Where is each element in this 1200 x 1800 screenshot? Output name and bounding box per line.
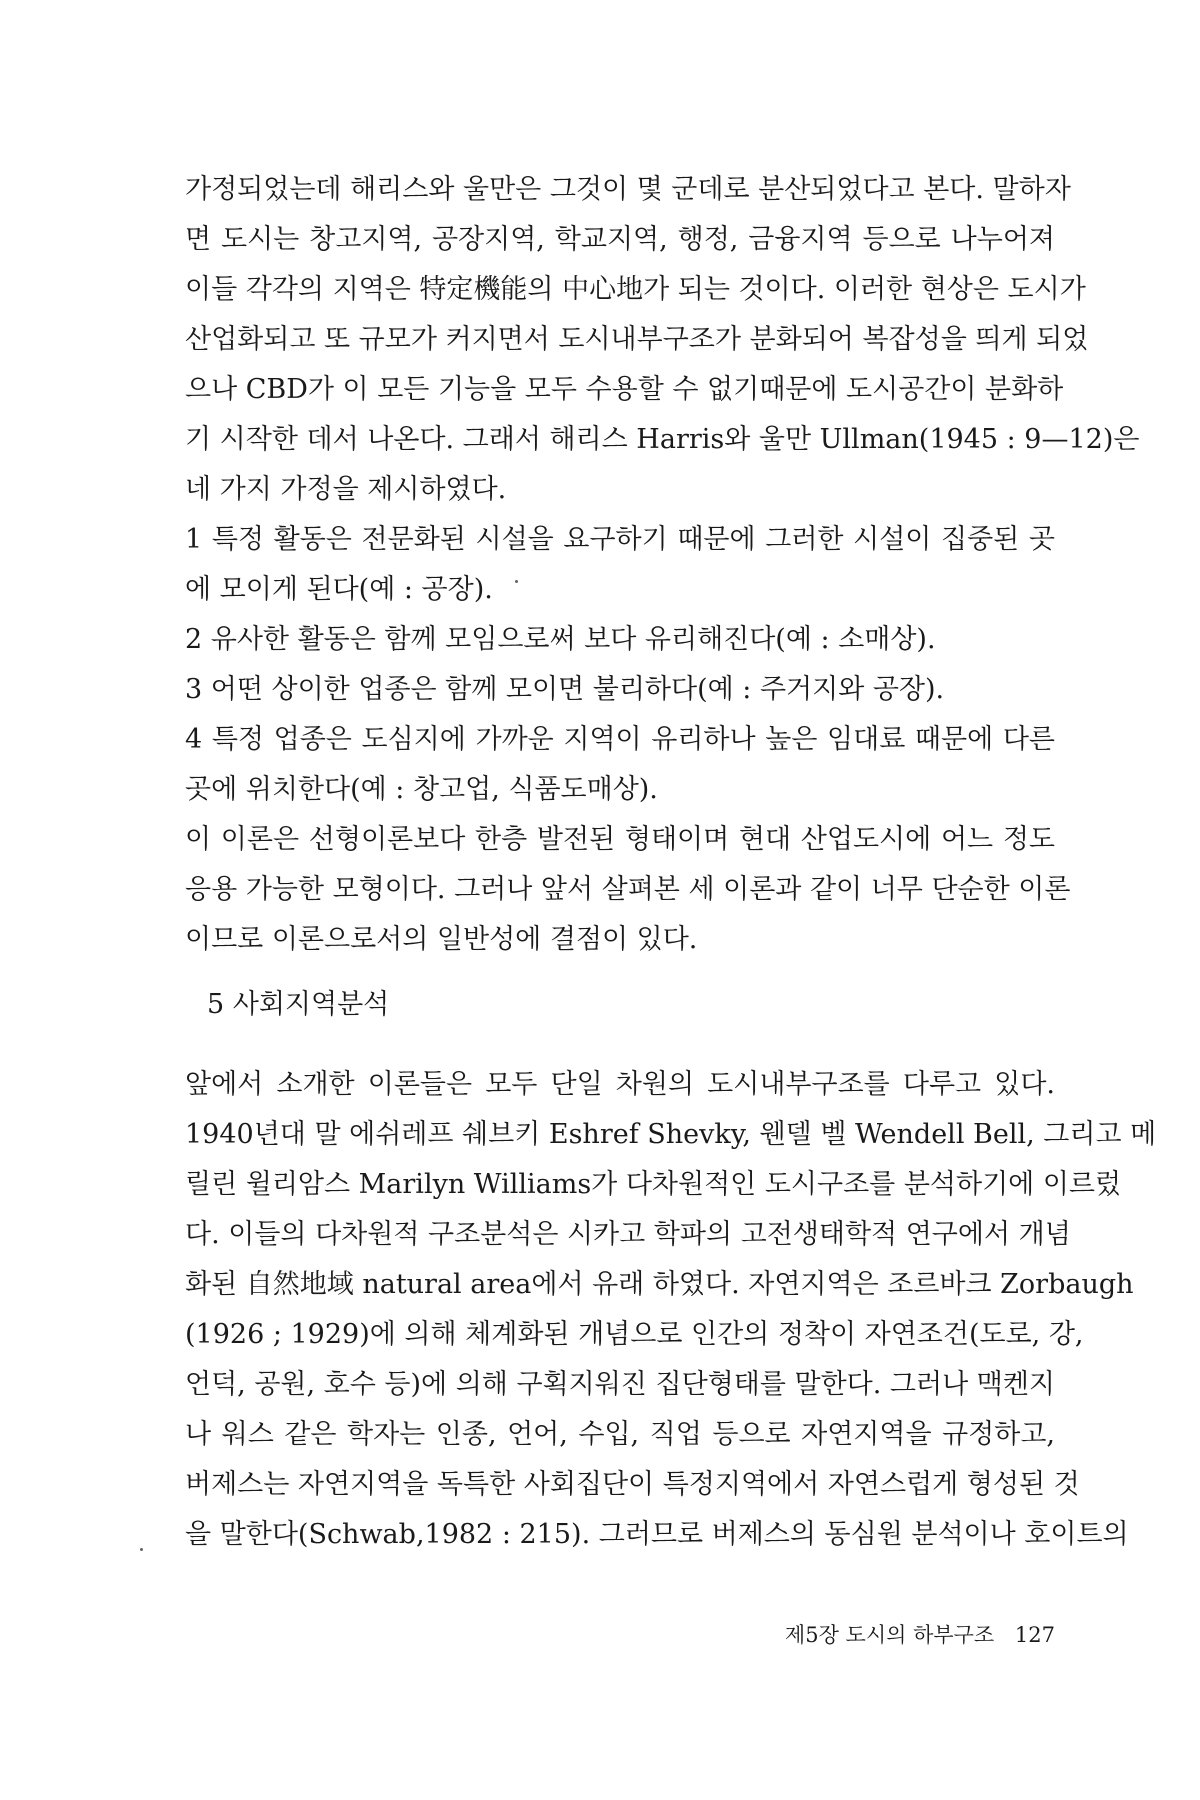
text-line: 2 유사한 활동은 함께 모임으로써 보다 유리해진다(예 : 소매상). <box>185 624 936 655</box>
text-line: 곳에 위치한다(예 : 창고업, 식품도매상). <box>185 774 658 805</box>
body-text-top <box>185 165 1140 965</box>
text-line: 언덕, 공원, 호수 등)에 의해 구획지워진 집단형태를 말한다. 그러나 맥켄지 <box>185 1369 1055 1400</box>
text-line: 가정되었는데 해리스와 울만은 그것이 몇 군데로 분산되었다고 본다. 말하자 <box>185 174 1071 205</box>
text-line: 릴린 윌리암스 Marilyn Williams가 다차원적인 도시구조를 분석하기에 이르렀 <box>185 1169 1122 1200</box>
body-text-bottom <box>185 1060 1157 1560</box>
text-line: 산업화되고 또 규모가 커지면서 도시내부구조가 분화되어 복잡성을 띄게 되었 <box>185 324 1089 355</box>
text-line: 이므로 이론으로서의 일반성에 결점이 있다. <box>185 924 698 955</box>
text-line: 을 말한다(Schwab,1982 : 215). 그러므로 버제스의 동심원 분석이나 호이트의 <box>185 1519 1129 1550</box>
text-line: 3 어떤 상이한 업종은 함께 모이면 불리하다(예 : 주거지와 공장). <box>185 674 945 705</box>
page-footer <box>770 1620 1055 1650</box>
page-number: 127 <box>1014 1623 1055 1647</box>
text-line: 나 워스 같은 학자는 인종, 언어, 수입, 직업 등으로 자연지역을 규정하고, <box>185 1419 1055 1450</box>
text-line: 이들 각각의 지역은 特定機能의 中心地가 되는 것이다. 이러한 현상은 도시가 <box>185 274 1086 305</box>
text-line: 응용 가능한 모형이다. 그러나 앞서 살펴본 세 이론과 같이 너무 단순한 이론 <box>185 874 1071 905</box>
text-line: 앞에서 소개한 이론들은 모두 단일 차원의 도시내부구조를 다루고 있다. <box>185 1069 1055 1100</box>
text-line: 화된 自然地域 natural area에서 유래 하였다. 자연지역은 조르바크 Zorbaugh <box>185 1269 1134 1300</box>
text-line: 이 이론은 선형이론보다 한층 발전된 형태이며 현대 산업도시에 어느 정도 <box>185 824 1055 855</box>
scan-speck <box>140 1548 143 1551</box>
scan-speck <box>515 580 518 583</box>
text-line: 1940년대 말 에쉬레프 쉐브키 Eshref Shevky, 웬델 벨 Wendell Bell, 그리고 메 <box>185 1119 1157 1150</box>
text-line: 으나 CBD가 이 모든 기능을 모두 수용할 수 없기때문에 도시공간이 분화하 <box>185 374 1064 405</box>
running-chapter-title: 제5장 도시의 하부구조 <box>784 1623 995 1647</box>
text-line: 다. 이들의 다차원적 구조분석은 시카고 학파의 고전생태학적 연구에서 개념 <box>185 1219 1071 1250</box>
text-line: 기 시작한 데서 나온다. 그래서 해리스 Harris와 울만 Ullman(1945 : 9—12)은 <box>185 424 1140 455</box>
text-line: 1 특정 활동은 전문화된 시설을 요구하기 때문에 그러한 시설이 집중된 곳 <box>185 524 1055 555</box>
section-heading: 5 사회지역분석 <box>207 989 390 1020</box>
text-line: 버제스는 자연지역을 독특한 사회집단이 특정지역에서 자연스럽게 형성된 것 <box>185 1469 1080 1500</box>
text-line: 에 모이게 된다(예 : 공장). <box>185 574 493 605</box>
text-line: (1926 ; 1929)에 의해 체계화된 개념으로 인간의 정착이 자연조건(도로, 강, <box>185 1319 1084 1350</box>
text-line: 면 도시는 창고지역, 공장지역, 학교지역, 행정, 금융지역 등으로 나누어져 <box>185 224 1055 255</box>
text-line: 네 가지 가정을 제시하였다. <box>185 474 507 505</box>
text-line: 4 특정 업종은 도심지에 가까운 지역이 유리하나 높은 임대료 때문에 다른 <box>185 724 1055 755</box>
